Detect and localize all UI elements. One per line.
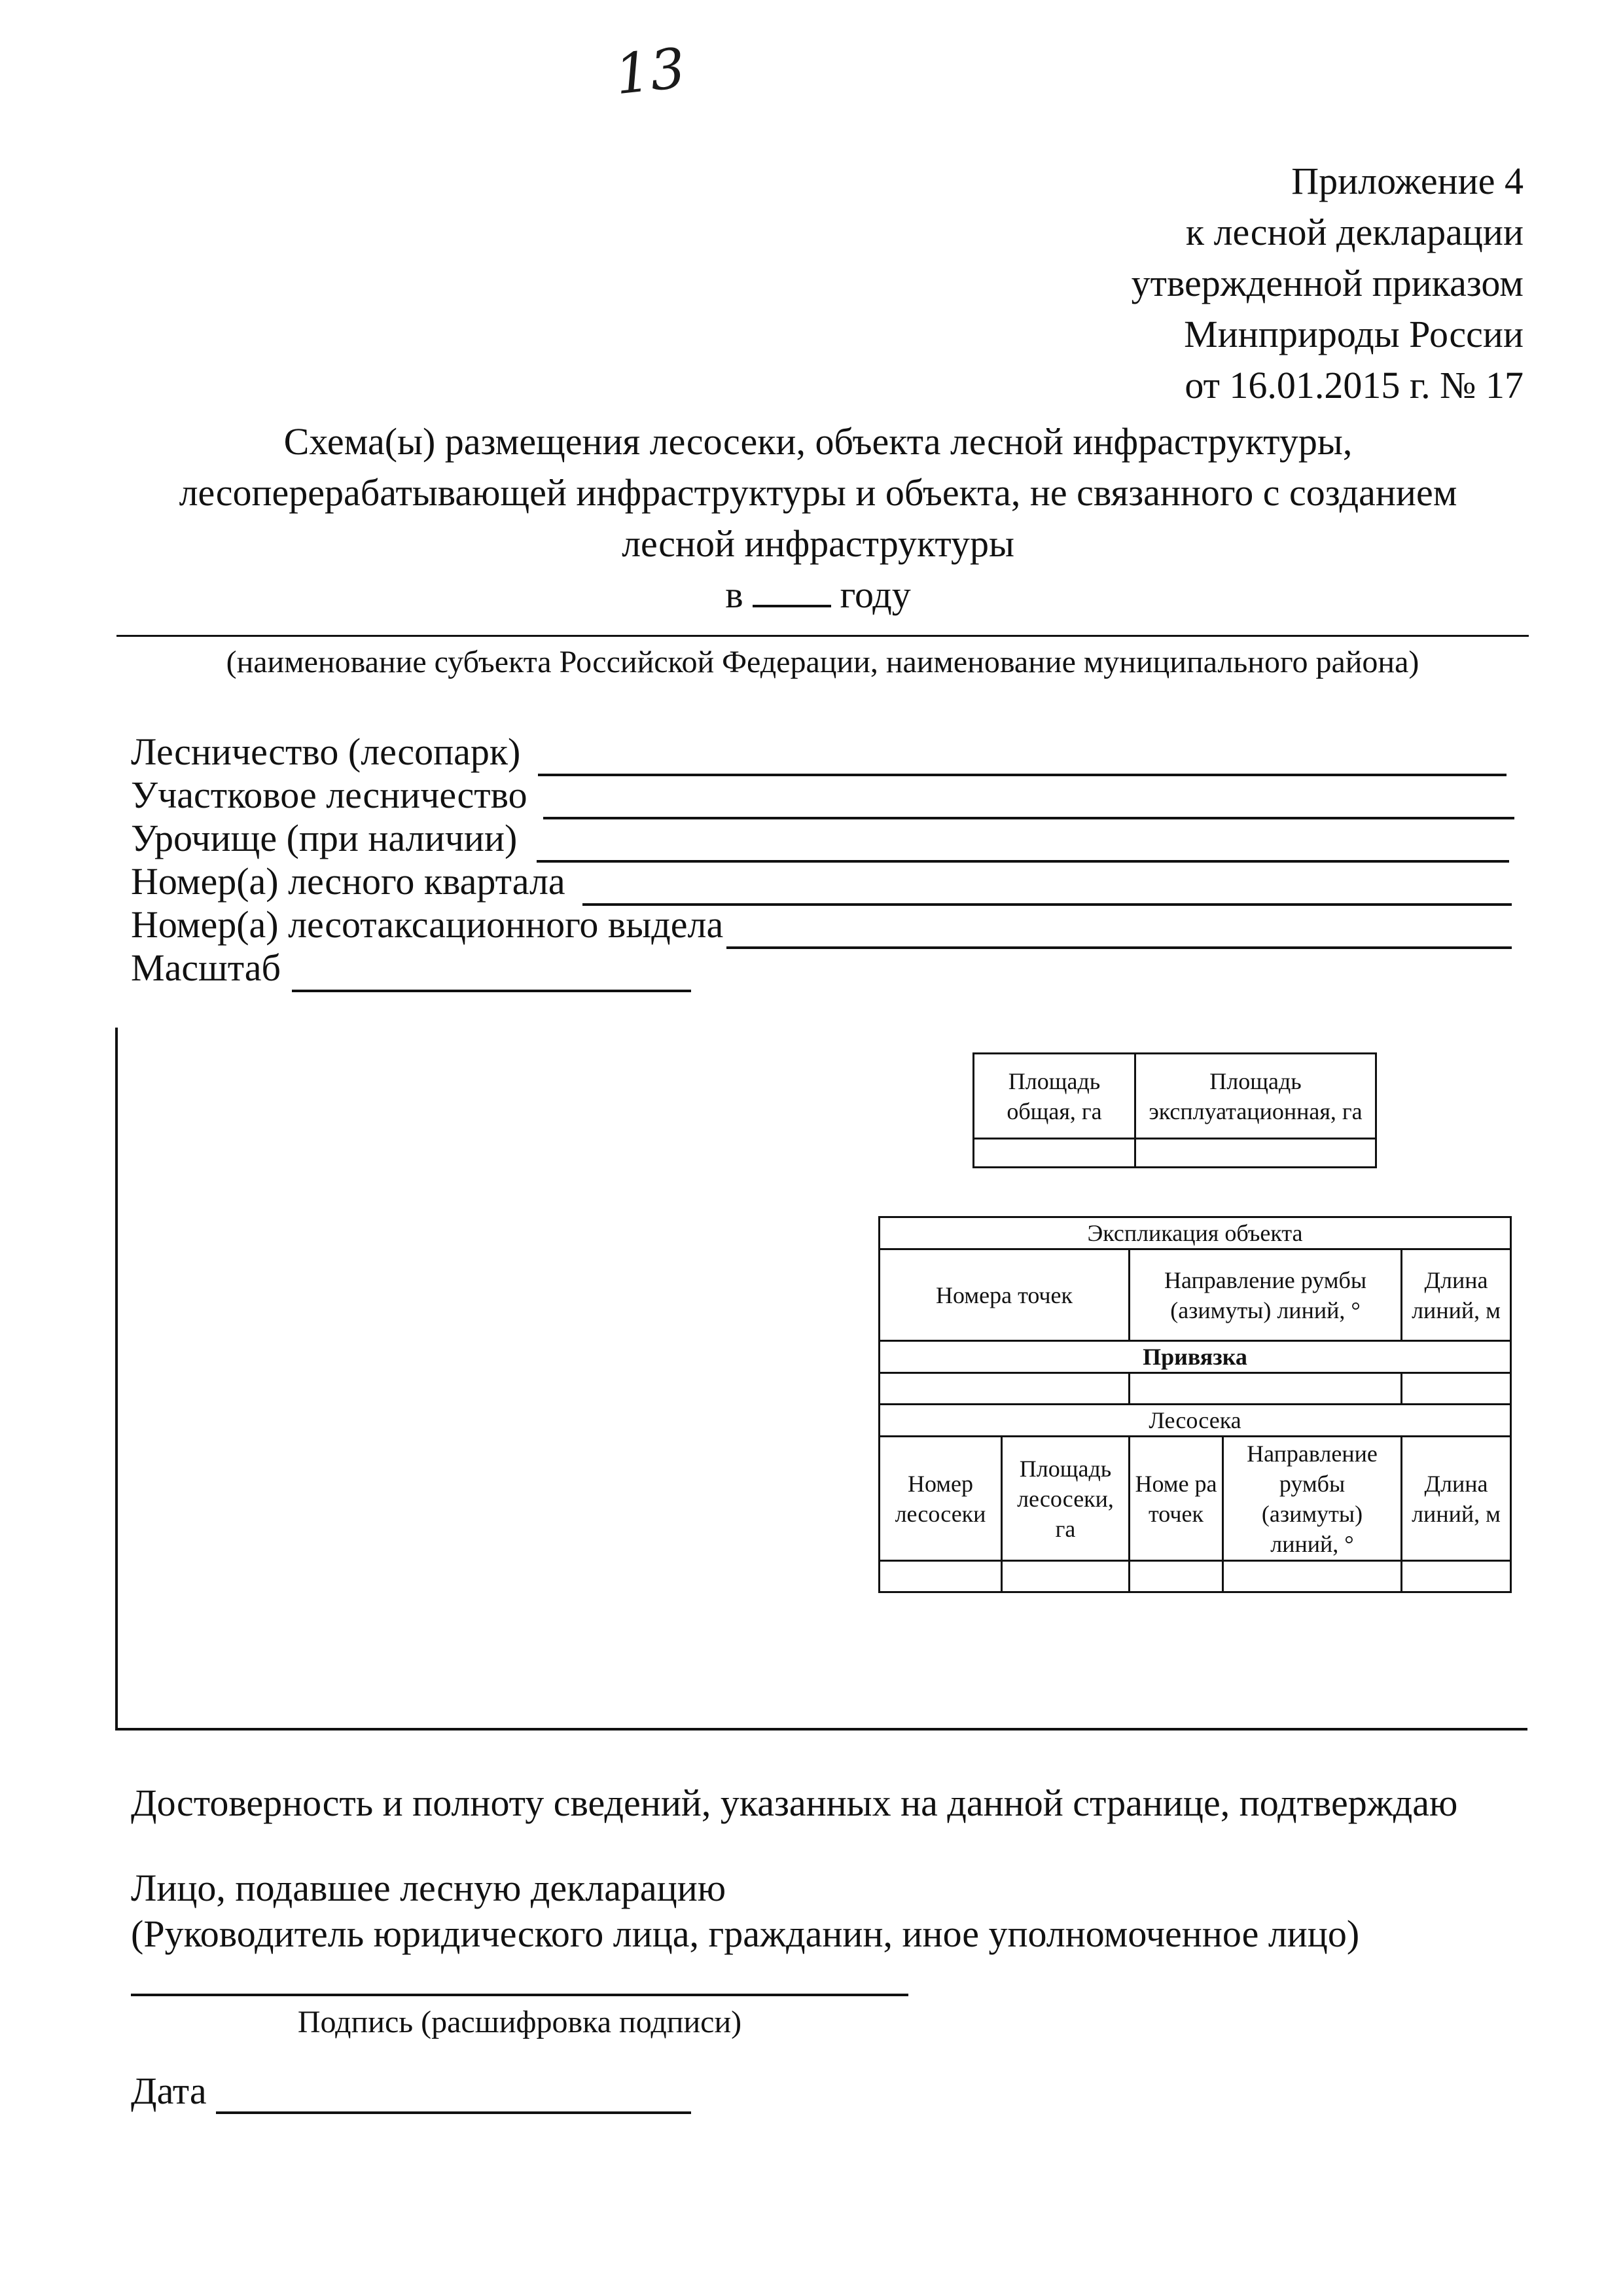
scheme-frame-left xyxy=(115,1028,118,1729)
binding-cell[interactable] xyxy=(880,1373,1130,1405)
field-label: Масштаб xyxy=(131,946,281,989)
cutting-cell[interactable] xyxy=(1402,1561,1511,1592)
field-tract xyxy=(131,817,517,860)
appendix-line: к лесной декларации xyxy=(1185,211,1524,253)
appendix-block xyxy=(935,156,1524,411)
cutting-header: Номер лесосеки xyxy=(880,1437,1002,1561)
field-quarter-number xyxy=(131,860,565,903)
field-allotment-number xyxy=(131,903,723,946)
explication-table xyxy=(878,1216,1512,1593)
field-quarter-number-line[interactable] xyxy=(582,865,1512,906)
cutting-header: Номе ра точек xyxy=(1130,1437,1223,1561)
cutting-cell[interactable] xyxy=(1223,1561,1402,1592)
area-table xyxy=(972,1052,1377,1168)
field-label: Номер(а) лесного квартала xyxy=(131,860,565,903)
field-forestry-line[interactable] xyxy=(538,736,1507,776)
binding-cell[interactable] xyxy=(1402,1373,1511,1405)
title-line: лесоперерабатывающей инфраструктуры и объекта, не связанного с созданием xyxy=(179,471,1457,514)
year-blank[interactable] xyxy=(753,571,831,607)
cutting-cell[interactable] xyxy=(880,1561,1002,1592)
cutting-header: Площадь лесосеки, га xyxy=(1002,1437,1130,1561)
scheme-frame-bottom xyxy=(115,1728,1527,1731)
cutting-label: Лесосека xyxy=(880,1405,1511,1437)
field-allotment-number-line[interactable] xyxy=(726,908,1512,949)
cutting-header: Длина линий, м xyxy=(1402,1437,1511,1561)
date-input-line[interactable] xyxy=(216,2111,691,2114)
page-number: 13 xyxy=(612,35,688,107)
cutting-cell[interactable] xyxy=(1130,1561,1223,1592)
field-district-forestry xyxy=(131,774,527,817)
field-label: Лесничество (лесопарк) xyxy=(131,730,521,773)
year-suffix: году xyxy=(840,573,911,616)
title-year-line xyxy=(118,569,1518,620)
signature-caption: Подпись (расшифровка подписи) xyxy=(297,2005,742,2039)
cutting-header: Направление румбы (азимуты) линий, ° xyxy=(1223,1437,1402,1561)
appendix-line: утвержденной приказом xyxy=(1131,262,1524,304)
appendix-line: от 16.01.2015 г. № 17 xyxy=(1185,364,1524,406)
area-table-cell[interactable] xyxy=(974,1139,1135,1168)
field-label: Участковое лесничество xyxy=(131,774,527,816)
appendix-line: Приложение 4 xyxy=(1291,160,1524,202)
title-line: Схема(ы) размещения лесосеки, объекта лесной инфраструктуры, xyxy=(283,420,1353,463)
year-prefix: в xyxy=(725,573,743,616)
document-title xyxy=(118,416,1518,620)
field-scale xyxy=(131,946,281,990)
signature-line[interactable] xyxy=(131,1994,908,1996)
binding-cell[interactable] xyxy=(1130,1373,1402,1405)
explication-header: Направление румбы (азимуты) линий, ° xyxy=(1130,1249,1402,1341)
field-district-forestry-line[interactable] xyxy=(543,779,1514,819)
subject-caption: (наименование субъекта Российской Федерации, наименование муниципального района) xyxy=(226,645,1419,679)
submitter-role: (Руководитель юридического лица, гражданин, иное уполномоченное лицо) xyxy=(131,1912,1360,1955)
field-forestry xyxy=(131,730,520,774)
area-table-header: Площадь общая, га xyxy=(974,1054,1135,1139)
field-label: Номер(а) лесотаксационного выдела xyxy=(131,903,724,946)
explication-header: Номера точек xyxy=(880,1249,1130,1341)
cutting-cell[interactable] xyxy=(1002,1561,1130,1592)
binding-label: Привязка xyxy=(880,1341,1511,1373)
confirmation-text: Достоверность и полноту сведений, указанных на данной странице, подтверждаю xyxy=(131,1782,1458,1824)
submitter-label: Лицо, подавшее лесную декларацию xyxy=(131,1867,726,1909)
date-label: Дата xyxy=(131,2070,207,2112)
title-line: лесной инфраструктуры xyxy=(622,522,1014,565)
subject-input-line[interactable] xyxy=(116,635,1529,637)
area-table-header: Площадь эксплуатационная, га xyxy=(1135,1054,1376,1139)
field-tract-line[interactable] xyxy=(537,822,1509,863)
area-table-cell[interactable] xyxy=(1135,1139,1376,1168)
explication-title: Экспликация объекта xyxy=(880,1217,1511,1249)
appendix-line: Минприроды России xyxy=(1184,313,1524,355)
field-scale-line[interactable] xyxy=(292,952,691,992)
field-label: Урочище (при наличии) xyxy=(131,817,518,859)
explication-header: Длина линий, м xyxy=(1402,1249,1511,1341)
